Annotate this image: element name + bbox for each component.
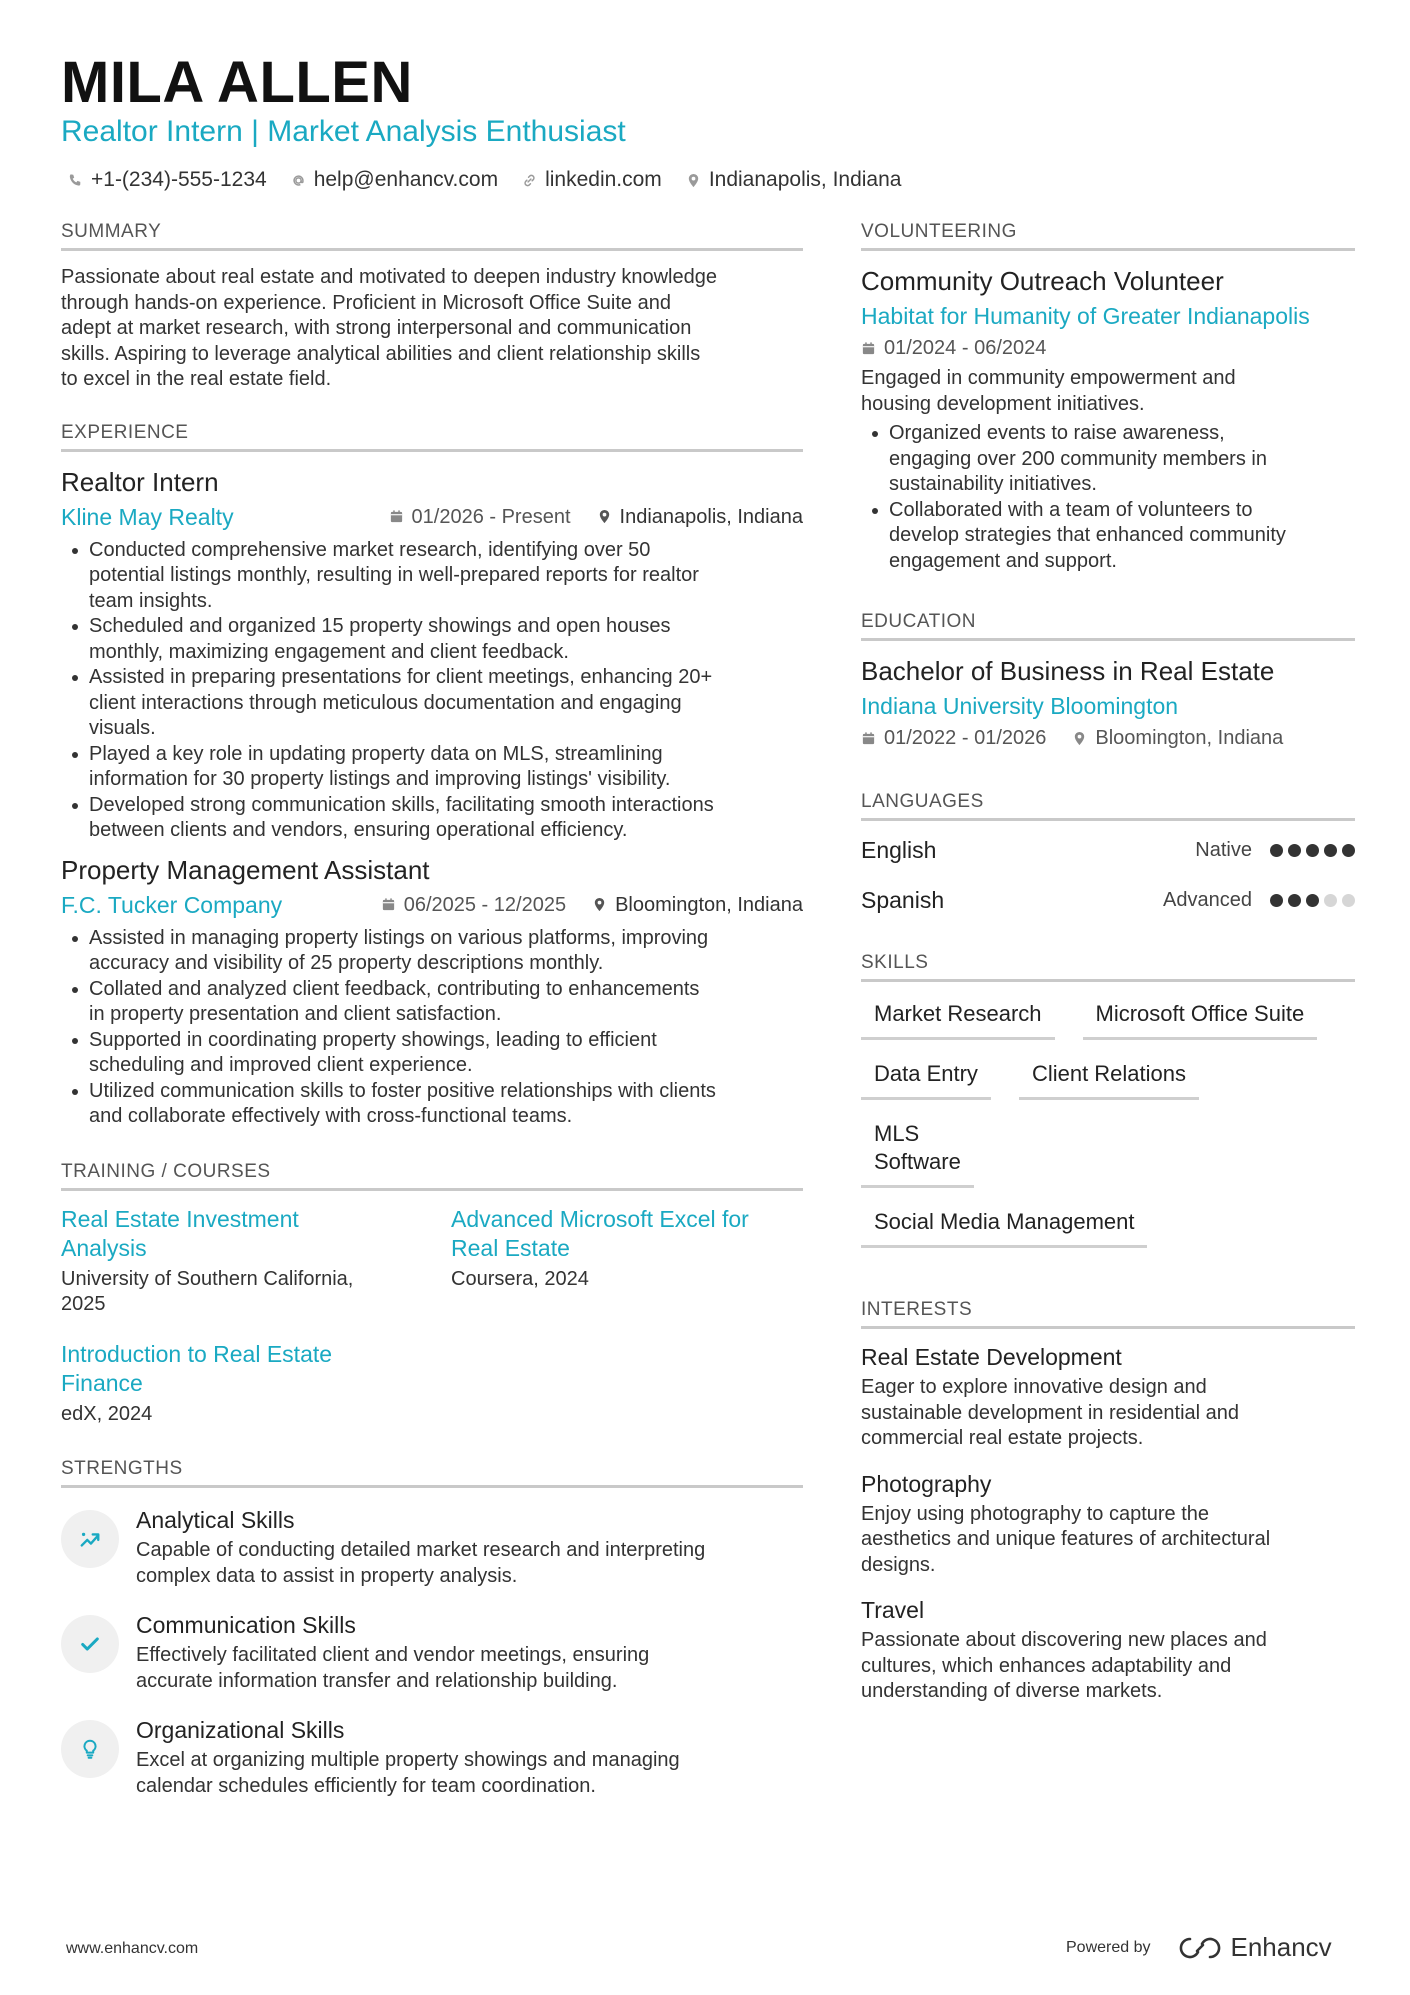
education-location-text: Bloomington, Indiana: [1095, 727, 1284, 749]
summary-line: through hands-on experience. Proficient in Microsoft Office Suite and: [61, 291, 671, 314]
contact-bar: [68, 166, 901, 194]
strength-desc: [136, 1748, 680, 1799]
interest-item: [861, 1470, 1355, 1579]
interests-heading: INTERESTS: [861, 1298, 1355, 1329]
bullet-line: and collaborate effectively with cross-functional teams.: [89, 1105, 573, 1127]
interests-section: [861, 1298, 1355, 1705]
skills-section: [861, 951, 1355, 1248]
course-title: [451, 1205, 803, 1263]
languages-heading: LANGUAGES: [861, 790, 1355, 821]
interest-desc-line: understanding of diverse markets.: [861, 1680, 1163, 1702]
job-meta: [61, 890, 803, 920]
job-dates: [381, 890, 566, 920]
course-title: [61, 1205, 451, 1263]
job-location-text: Bloomington, Indiana: [615, 893, 803, 916]
training-section: [61, 1160, 803, 1428]
job-dates-text: 01/2026 - Present: [411, 505, 571, 528]
strength-desc: [136, 1643, 649, 1694]
bullet-line: Assisted in managing property listings on various platforms, improving: [89, 926, 709, 949]
summary-line: skills. Aspiring to leverage analytical abilities and client relationship skills: [61, 342, 701, 365]
rating-dot-filled: [1306, 894, 1319, 907]
language-level: Advanced: [1163, 888, 1252, 911]
brand-name: Enhancv: [1230, 1932, 1332, 1962]
skill-tag: Market Research: [861, 992, 1055, 1040]
strength-title: Communication Skills: [136, 1612, 356, 1638]
education-dates: [861, 724, 1046, 752]
bullet-line: in property presentation and client satisfaction.: [89, 1003, 502, 1025]
job-meta: [61, 502, 803, 532]
volunteering-heading: VOLUNTEERING: [861, 220, 1355, 251]
brand-logo[interactable]: [1177, 1932, 1332, 1963]
strength-desc: [136, 1538, 705, 1589]
bullet-line: Collaborated with a team of volunteers to: [889, 498, 1253, 521]
bullet-line: engaging over 200 community members in: [889, 447, 1267, 470]
candidate-name: MILA ALLEN: [61, 50, 413, 115]
course-provider-line: University of Southern California,: [61, 1267, 354, 1290]
job-location: [592, 890, 803, 920]
check-icon: [79, 1633, 101, 1655]
job-title: Property Management Assistant: [61, 854, 430, 885]
calendar-icon: [861, 731, 876, 746]
skill-tag: Microsoft Office Suite: [1083, 992, 1318, 1040]
rating-dot-empty: [1342, 894, 1355, 907]
rating-dot-filled: [1288, 894, 1301, 907]
course-title-line: Introduction to Real Estate: [61, 1340, 333, 1367]
interest-item: [861, 1343, 1355, 1452]
course-provider: edX, 2024: [61, 1402, 153, 1425]
calendar-icon: [861, 341, 876, 356]
job-bullet: [61, 665, 803, 742]
rating-dot-empty: [1324, 894, 1337, 907]
education-school: Indiana University Bloomington: [861, 693, 1179, 719]
experience-section: [61, 421, 803, 1130]
rating-dot-filled: [1342, 844, 1355, 857]
job-bullet: [61, 1079, 803, 1130]
contact-linkedin-text[interactable]: linkedin.com: [545, 168, 662, 191]
job-entry: [61, 854, 803, 1130]
volunteer-bullet: [861, 498, 1355, 575]
course-item: [451, 1205, 803, 1318]
job-meta-right: [389, 502, 803, 532]
language-rating: [1270, 894, 1355, 907]
bullet-line: monthly, maximizing engagement and client feedback.: [89, 640, 569, 663]
volunteer-org: Habitat for Humanity of Greater Indianapolis: [861, 303, 1310, 329]
bullet-line: Collated and analyzed client feedback, contributing to enhancements: [89, 977, 700, 1000]
powered-by-label: Powered by: [1066, 1938, 1151, 1956]
phone-icon: [68, 173, 83, 188]
education-dates-text: 01/2022 - 01/2026: [884, 727, 1047, 749]
strength-title: Organizational Skills: [136, 1717, 345, 1743]
language-row: [861, 875, 1355, 925]
language-name: English: [861, 836, 937, 863]
summary-line: Passionate about real estate and motivated to deepen industry knowledge: [61, 266, 717, 288]
bullet-line: Conducted comprehensive market research, identifying over 50: [89, 538, 651, 561]
language-row: [861, 825, 1355, 875]
interest-desc-line: Passionate about discovering new places and: [861, 1629, 1267, 1651]
bullet-line: visuals.: [89, 717, 156, 739]
interest-desc-line: Eager to explore innovative design and: [861, 1376, 1207, 1398]
bullet-line: Supported in coordinating property showings, leading to efficient: [89, 1028, 657, 1051]
skill-tag: MLS Software: [861, 1112, 974, 1188]
volunteer-dates-text: 01/2024 - 06/2024: [884, 337, 1047, 359]
strength-desc-line: Excel at organizing multiple property showings and managing: [136, 1749, 680, 1771]
job-location: [597, 502, 803, 532]
summary-section: [61, 220, 803, 393]
course-provider: Coursera, 2024: [451, 1267, 589, 1290]
bullet-line: Played a key role in updating property data on MLS, streamlining: [89, 742, 663, 765]
course-item: [61, 1205, 451, 1318]
bullet-line: Scheduled and organized 15 property showings and open houses: [89, 615, 671, 637]
bullet-line: potential listings monthly, resulting in well-prepared reports for realtor: [89, 564, 699, 586]
contact-email[interactable]: [291, 166, 498, 194]
bullet-line: Organized events to raise awareness,: [889, 422, 1225, 444]
analytics-icon: [79, 1528, 101, 1550]
education-location: [1072, 724, 1283, 752]
course-provider-line: 2025: [61, 1293, 106, 1315]
volunteer-desc-line: Engaged in community empowerment and: [861, 367, 1236, 389]
job-bullet: [61, 538, 803, 615]
job-bullet: [61, 926, 803, 977]
contact-location-text: Indianapolis, Indiana: [708, 168, 902, 191]
job-bullets: [61, 538, 803, 844]
job-dates: [389, 502, 571, 532]
strength-desc-line: Capable of conducting detailed market research and interpreting: [136, 1539, 706, 1561]
location-pin-icon: [592, 897, 607, 912]
job-company: Kline May Realty: [61, 503, 234, 530]
skill-tag: Client Relations: [1019, 1052, 1199, 1100]
volunteer-desc-line: housing development initiatives.: [861, 392, 1145, 415]
job-bullet: [61, 1028, 803, 1079]
job-meta-right: [381, 890, 803, 920]
contact-location: [686, 166, 902, 194]
strengths-section: [61, 1457, 803, 1799]
bullet-line: Utilized communication skills to foster positive relationships with clients: [89, 1079, 716, 1102]
strengths-heading: STRENGTHS: [61, 1457, 803, 1488]
job-location-text: Indianapolis, Indiana: [619, 505, 803, 528]
interest-desc-line: cultures, which enhances adaptability and: [861, 1654, 1232, 1677]
link-icon: [522, 173, 537, 188]
language-proficiency: [1163, 889, 1355, 912]
language-rating: [1270, 844, 1355, 857]
bullet-line: Developed strong communication skills, facilitating smooth interactions: [89, 793, 714, 816]
interest-desc: [861, 1628, 1355, 1705]
summary-line: to excel in the real estate field.: [61, 368, 332, 390]
job-entry: [61, 466, 803, 844]
job-title: Realtor Intern: [61, 466, 219, 497]
volunteer-bullet: [861, 421, 1355, 498]
bullet-line: accuracy and visibility of 25 property descriptions monthly.: [89, 952, 604, 974]
course-title-line: Real Estate: [451, 1234, 570, 1261]
left-column: [61, 220, 803, 1821]
language-name: Spanish: [861, 886, 945, 913]
experience-heading: EXPERIENCE: [61, 421, 803, 452]
volunteer-title: Community Outreach Volunteer: [861, 266, 1224, 296]
enhancv-logo-icon: [1177, 1935, 1223, 1961]
volunteer-dates: [861, 334, 1355, 362]
rating-dot-filled: [1288, 844, 1301, 857]
bullet-line: information for 30 property listings and improving listings' visibility.: [89, 768, 671, 790]
strength-desc-line: accurate information transfer and relationship building.: [136, 1669, 618, 1692]
volunteer-desc: [861, 366, 1355, 417]
job-bullet: [61, 742, 803, 793]
course-title-line: Finance: [61, 1369, 143, 1396]
job-bullets: [61, 926, 803, 1130]
contact-linkedin[interactable]: [522, 166, 662, 194]
education-meta: [861, 724, 1355, 752]
course-provider: [61, 1267, 451, 1318]
rating-dot-filled: [1270, 894, 1283, 907]
courses-grid: [61, 1205, 803, 1428]
rating-dot-filled: [1324, 844, 1337, 857]
course-title-line: Analysis: [61, 1234, 147, 1261]
bullet-line: scheduling and improved client experience.: [89, 1054, 473, 1076]
candidate-title: Realtor Intern | Market Analysis Enthusiast: [61, 115, 626, 148]
strength-item: [61, 1716, 803, 1799]
summary-line: adept at market research, with strong interpersonal and communication: [61, 317, 692, 339]
volunteer-bullets: [861, 421, 1355, 574]
strength-desc-line: complex data to assist in property analysis.: [136, 1564, 518, 1587]
training-heading: TRAINING / COURSES: [61, 1160, 803, 1191]
rating-dot-filled: [1306, 844, 1319, 857]
volunteering-section: [861, 220, 1355, 574]
course-title: [61, 1340, 451, 1398]
strength-icon-badge: [61, 1720, 119, 1778]
summary-text: [61, 265, 803, 393]
interest-desc-line: sustainable development in residential and: [861, 1401, 1240, 1424]
contact-phone-text: +1-(234)-555-1234: [91, 168, 267, 191]
skill-tag: Social Media Management: [861, 1200, 1147, 1248]
interest-desc-line: Enjoy using photography to capture the: [861, 1502, 1210, 1525]
interest-title: Travel: [861, 1597, 925, 1623]
at-icon: [291, 173, 306, 188]
strength-desc-line: Effectively facilitated client and vendor meetings, ensuring: [136, 1644, 650, 1666]
interest-desc-line: aesthetics and unique features of architectural: [861, 1528, 1271, 1550]
education-degree: Bachelor of Business in Real Estate: [861, 656, 1275, 686]
calendar-icon: [389, 509, 404, 524]
bullet-line: sustainability initiatives.: [889, 473, 1097, 495]
location-pin-icon: [597, 509, 612, 524]
course-item: [61, 1340, 451, 1428]
footer-website[interactable]: www.enhancv.com: [66, 1940, 199, 1957]
summary-heading: SUMMARY: [61, 220, 803, 251]
language-proficiency: [1195, 839, 1355, 862]
strength-title: Analytical Skills: [136, 1507, 295, 1533]
bullet-line: engagement and support.: [889, 549, 1117, 572]
location-pin-icon: [1072, 731, 1087, 746]
rating-dot-filled: [1270, 844, 1283, 857]
interest-desc: [861, 1502, 1355, 1579]
bullet-line: Assisted in preparing presentations for client meetings, enhancing 20+: [89, 666, 713, 688]
course-title-line: Advanced Microsoft Excel for: [451, 1205, 749, 1232]
interest-desc: [861, 1375, 1355, 1452]
strength-icon-badge: [61, 1510, 119, 1568]
calendar-icon: [381, 897, 396, 912]
interest-title: Photography: [861, 1470, 992, 1497]
job-company: F.C. Tucker Company: [61, 891, 283, 918]
job-bullet: [61, 793, 803, 844]
interest-desc-line: designs.: [861, 1553, 936, 1576]
contact-phone: [68, 166, 267, 194]
contact-email-text[interactable]: help@enhancv.com: [313, 168, 499, 191]
skills-heading: SKILLS: [861, 951, 1355, 982]
bullet-line: client interactions through meticulous documentation and engaging: [89, 691, 682, 714]
course-title-line: Real Estate Investment: [61, 1205, 299, 1232]
skill-tag: Data Entry: [861, 1052, 991, 1100]
interest-item: [861, 1596, 1355, 1705]
education-section: [861, 610, 1355, 752]
bullet-line: team insights.: [89, 589, 213, 612]
right-column: [861, 220, 1355, 1705]
job-dates-text: 06/2025 - 12/2025: [403, 893, 567, 916]
language-level: Native: [1195, 838, 1252, 861]
strength-icon-badge: [61, 1615, 119, 1673]
education-heading: EDUCATION: [861, 610, 1355, 641]
job-bullet: [61, 614, 803, 665]
job-bullet: [61, 977, 803, 1028]
location-pin-icon: [686, 173, 701, 188]
interest-desc-line: commercial real estate projects.: [861, 1427, 1144, 1449]
bullet-line: between clients and vendors, ensuring operational efficiency.: [89, 819, 628, 841]
strength-item: [61, 1506, 803, 1589]
interest-title: Real Estate Development: [861, 1344, 1122, 1370]
languages-section: [861, 790, 1355, 925]
footer-branding: [1066, 1932, 1332, 1963]
lightbulb-icon: [79, 1738, 101, 1760]
skills-list: [861, 992, 1355, 1248]
bullet-line: develop strategies that enhanced community: [889, 524, 1286, 546]
strength-item: [61, 1611, 803, 1694]
strength-desc-line: calendar schedules efficiently for team coordination.: [136, 1774, 596, 1797]
